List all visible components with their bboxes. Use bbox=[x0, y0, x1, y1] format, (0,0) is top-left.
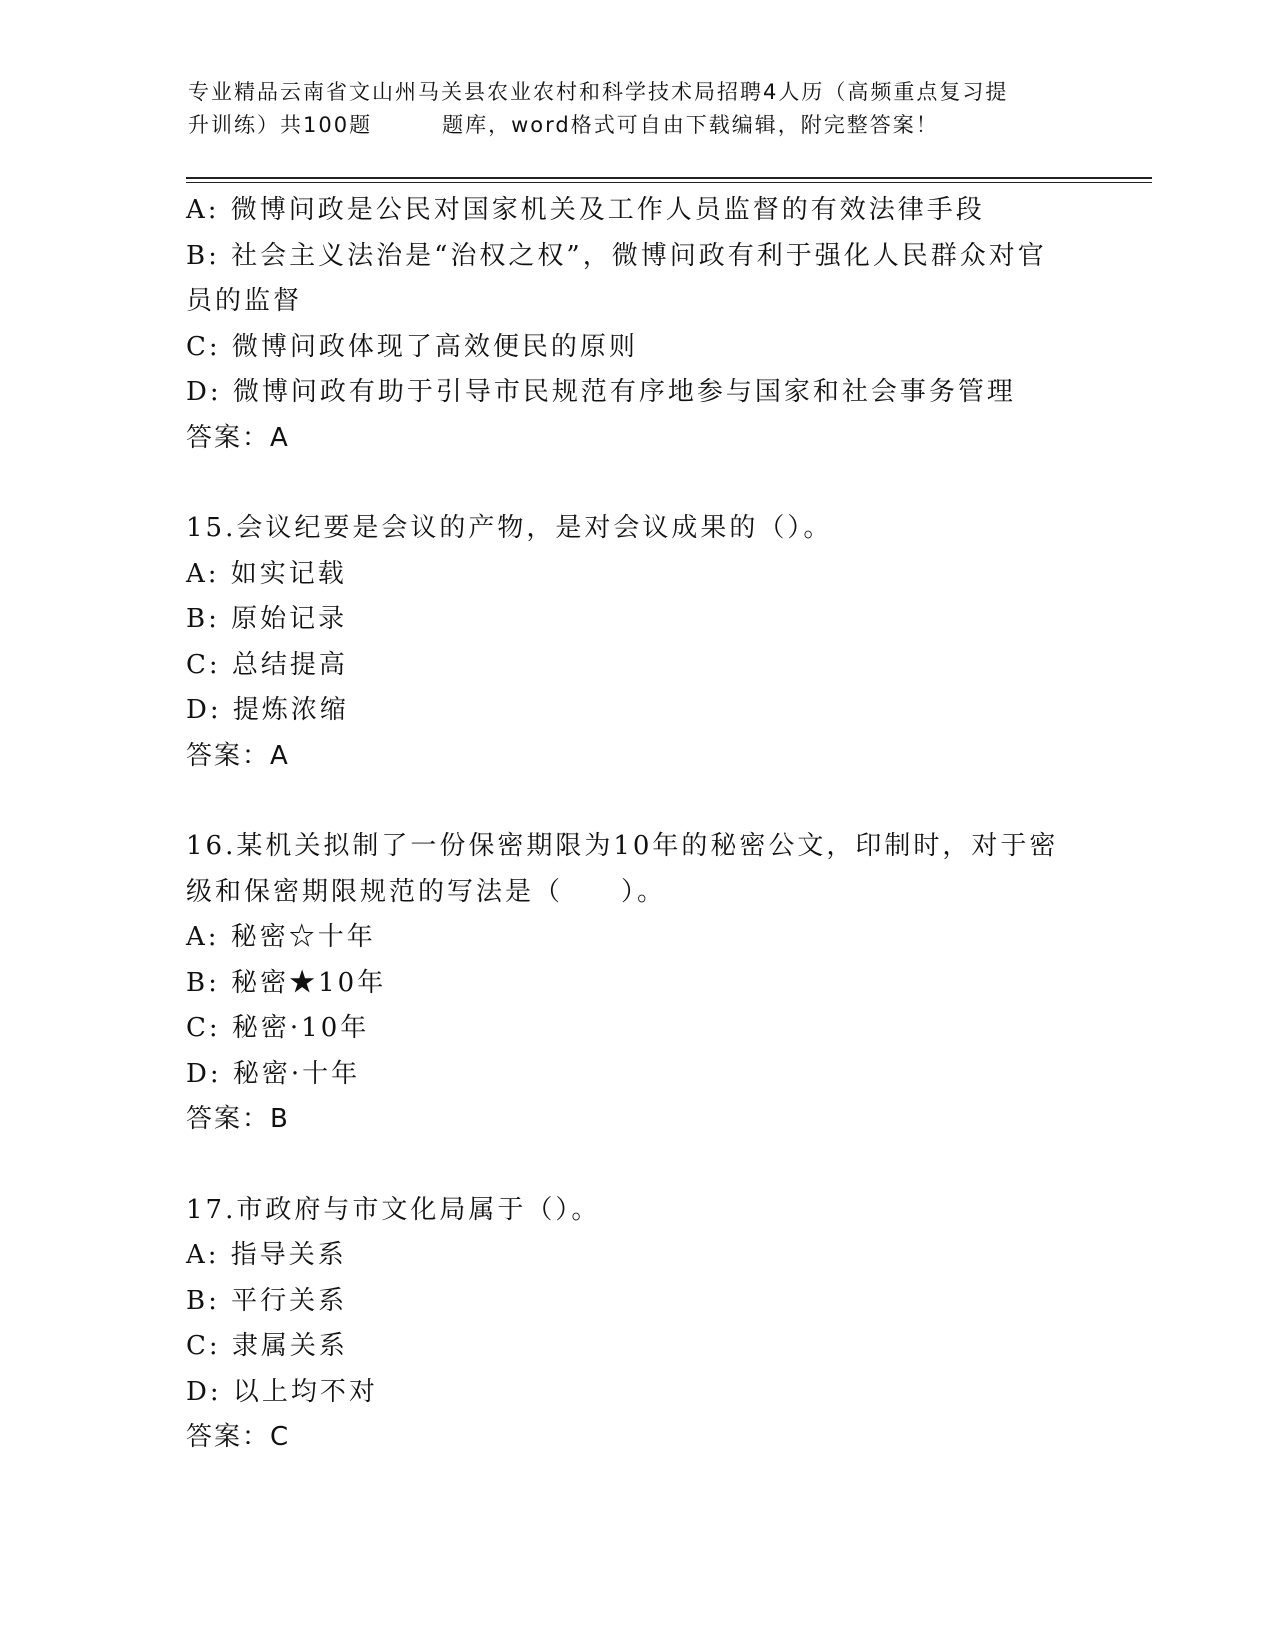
answer-text: 答案：B bbox=[186, 1104, 290, 1134]
option-d: D: 秘密·十年 bbox=[186, 1058, 361, 1089]
header-divider-thick bbox=[186, 177, 1152, 179]
question-stem: 17.市政府与市文化局属于（）。 bbox=[186, 1194, 601, 1225]
answer-text: 答案：A bbox=[186, 422, 290, 453]
header-title-line-1: 专业精品云南省文山州马关县农业农村和科学技术局招聘4人历（高频重点复习提 bbox=[188, 80, 1009, 104]
option-d: D: 微博问政有助于引导市民规范有序地参与国家和社会事务管理 bbox=[186, 377, 1016, 407]
option-b-line-2: 员的监督 bbox=[186, 286, 303, 316]
option-b: B: 平行关系 bbox=[186, 1285, 348, 1316]
option-b-line-1: B: 社会主义法治是“治权之权”，微博问政有利于强化人民群众对官 bbox=[186, 240, 1047, 271]
question-stem-line-2: 级和保密期限规范的写法是（ ）。 bbox=[186, 876, 667, 907]
answer-text: 答案：A bbox=[186, 740, 290, 771]
option-a: A: 如实记载 bbox=[186, 558, 347, 589]
question-block-17 bbox=[186, 1188, 1086, 1461]
header-divider-thin bbox=[186, 182, 1152, 183]
question-content bbox=[186, 188, 1086, 1461]
option-a: A: 微博问政是公民对国家机关及工作人员监督的有效法律手段 bbox=[186, 195, 985, 225]
option-c: C: 总结提高 bbox=[186, 649, 348, 680]
option-d: D: 以上均不对 bbox=[186, 1376, 378, 1407]
answer-text: 答案：C bbox=[186, 1422, 291, 1452]
option-d: D: 提炼浓缩 bbox=[186, 695, 349, 725]
option-a: A: 指导关系 bbox=[186, 1240, 347, 1270]
question-block-16 bbox=[186, 824, 1086, 1143]
question-stem: 15.会议纪要是会议的产物，是对会议成果的（）。 bbox=[186, 513, 833, 543]
header-title-left: 升训练）共100题 bbox=[188, 113, 373, 137]
question-block-15 bbox=[186, 506, 1086, 779]
question-block-14 bbox=[186, 188, 1086, 461]
header-title-line-2 bbox=[188, 109, 1088, 142]
header-title-right: 题库，word格式可自由下载编辑，附完整答案！ bbox=[442, 113, 939, 137]
option-b: B: 原始记录 bbox=[186, 604, 348, 634]
option-c: C: 隶属关系 bbox=[186, 1331, 348, 1361]
option-b: B: 秘密★10年 bbox=[186, 967, 387, 998]
option-c: C: 微博问政体现了高效便民的原则 bbox=[186, 331, 638, 362]
option-a: A: 秘密☆十年 bbox=[186, 922, 376, 952]
option-c: C: 秘密·10年 bbox=[186, 1013, 370, 1043]
document-header bbox=[188, 76, 1088, 142]
question-stem-line-1: 16.某机关拟制了一份保密期限为10年的秘密公文，印制时，对于密 bbox=[186, 831, 1059, 861]
